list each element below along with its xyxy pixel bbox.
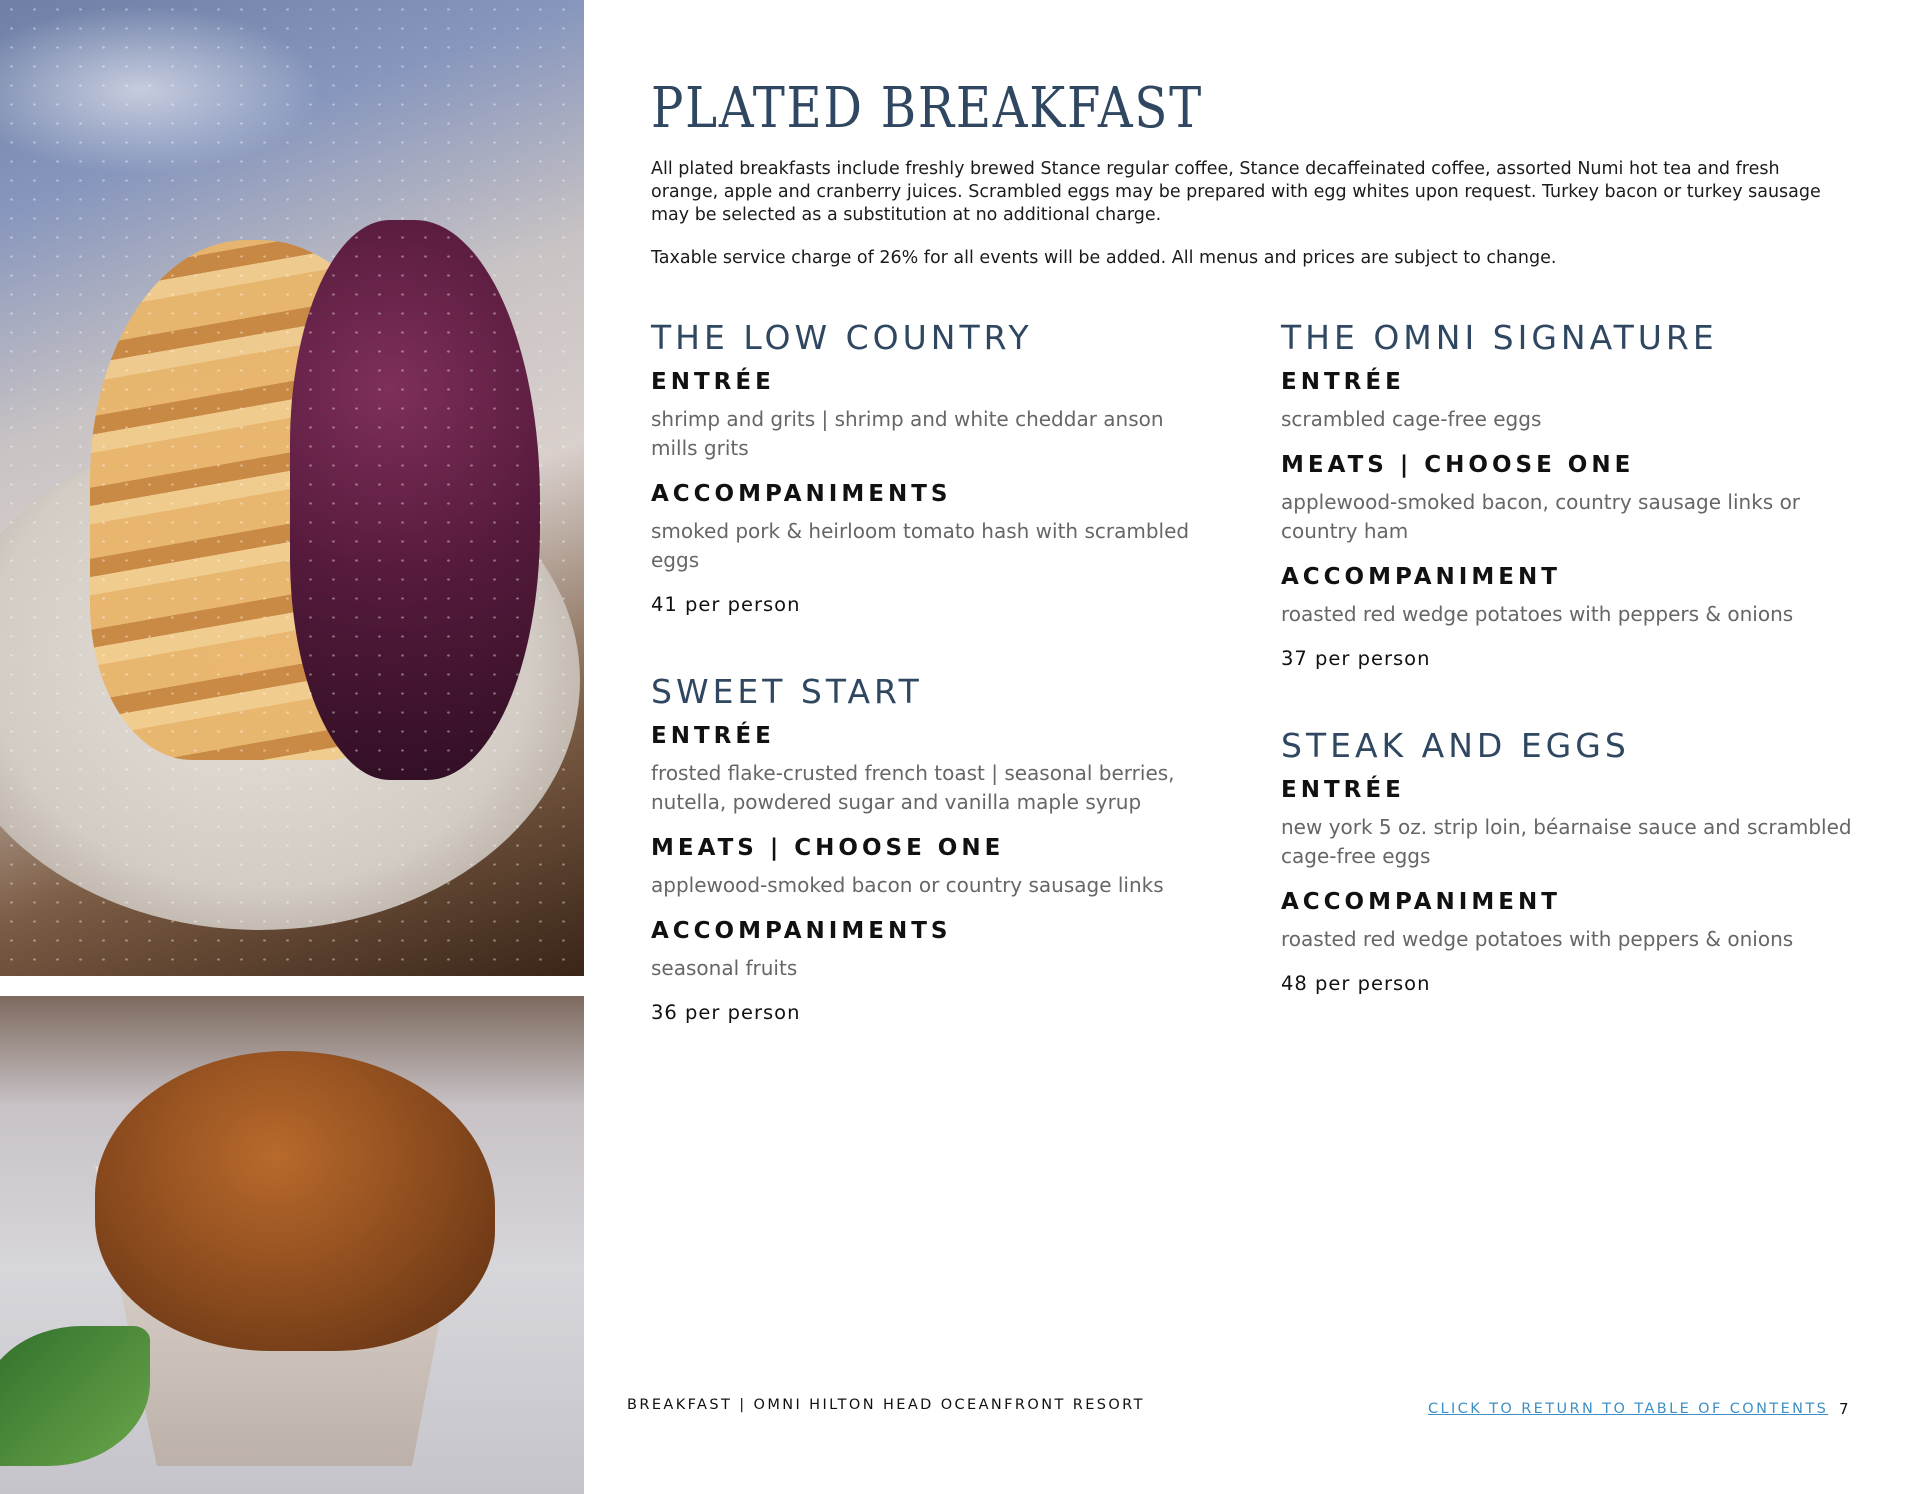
menu-title: SWEET START xyxy=(651,672,923,711)
muffin-top-shape xyxy=(95,1051,495,1351)
menu-price: 48 per person xyxy=(1281,972,1431,995)
accompaniment-description: roasted red wedge potatoes with peppers & onions xyxy=(1281,602,1794,626)
accompaniments-label: ACCOMPANIMENTS xyxy=(651,481,952,507)
menu-column-left xyxy=(651,318,1211,1080)
menu-steak-and-eggs xyxy=(1281,726,1871,995)
menu-title: STEAK AND EGGS xyxy=(1281,726,1630,765)
accompaniments-description: seasonal fruits xyxy=(651,956,798,980)
powdered-sugar-overlay xyxy=(0,0,584,976)
entree-description: shrimp and grits | shrimp and white cheddar anson mills grits xyxy=(651,407,1164,460)
service-charge-note: Taxable service charge of 26% for all events will be added. All menus and prices are subject to change. xyxy=(651,248,1557,268)
meats-label: MEATS | CHOOSE ONE xyxy=(651,835,1005,861)
menu-price: 36 per person xyxy=(651,1001,801,1024)
accompaniments-description: smoked pork & heirloom tomato hash with scrambled eggs xyxy=(651,519,1190,572)
leaf-shape xyxy=(0,1326,150,1466)
page-number: 7 xyxy=(1839,1400,1849,1418)
accompaniments-label: ACCOMPANIMENTS xyxy=(651,918,952,944)
meats-label: MEATS | CHOOSE ONE xyxy=(1281,452,1635,478)
menu-omni-signature xyxy=(1281,318,1871,670)
entree-label: ENTRÉE xyxy=(1281,369,1405,395)
intro-paragraph: All plated breakfasts include freshly brewed Stance regular coffee, Stance decaffeinated coffee, assorted Numi hot tea and fresh orange, apple and cranberry juices. Scrambled eggs may be prepared with egg whites upon request. Turkey bacon or turkey sausage may be selected as a substitution at no additional charge. xyxy=(651,159,1821,225)
menu-price: 41 per person xyxy=(651,593,801,616)
footer-caption: BREAKFAST | OMNI HILTON HEAD OCEANFRONT RESORT xyxy=(627,1397,1145,1413)
menu-column-right xyxy=(1281,318,1871,1051)
accompaniment-label: ACCOMPANIMENT xyxy=(1281,564,1561,590)
entree-description: frosted flake-crusted french toast | seasonal berries, nutella, powdered sugar and vanilla maple syrup xyxy=(651,761,1175,814)
meats-description: applewood-smoked bacon or country sausage links xyxy=(651,873,1164,897)
entree-label: ENTRÉE xyxy=(1281,777,1405,803)
menu-price: 37 per person xyxy=(1281,647,1431,670)
accompaniment-label: ACCOMPANIMENT xyxy=(1281,889,1561,915)
meats-description: applewood-smoked bacon, country sausage links or country ham xyxy=(1281,490,1801,543)
page-title: PLATED BREAKFAST xyxy=(651,76,1203,141)
menu-low-country xyxy=(651,318,1211,616)
waffle-stack-photo xyxy=(0,0,584,976)
accompaniment-description: roasted red wedge potatoes with peppers & onions xyxy=(1281,927,1794,951)
table-of-contents-link[interactable]: CLICK TO RETURN TO TABLE OF CONTENTS xyxy=(1428,1401,1829,1417)
entree-label: ENTRÉE xyxy=(651,369,775,395)
menu-title: THE OMNI SIGNATURE xyxy=(1281,318,1718,357)
entree-description: scrambled cage-free eggs xyxy=(1281,407,1542,431)
entree-description: new york 5 oz. strip loin, béarnaise sauce and scrambled cage-free eggs xyxy=(1281,815,1852,868)
entree-label: ENTRÉE xyxy=(651,723,775,749)
menu-sweet-start xyxy=(651,672,1211,1024)
muffin-photo xyxy=(0,996,584,1494)
menu-title: THE LOW COUNTRY xyxy=(651,318,1033,357)
